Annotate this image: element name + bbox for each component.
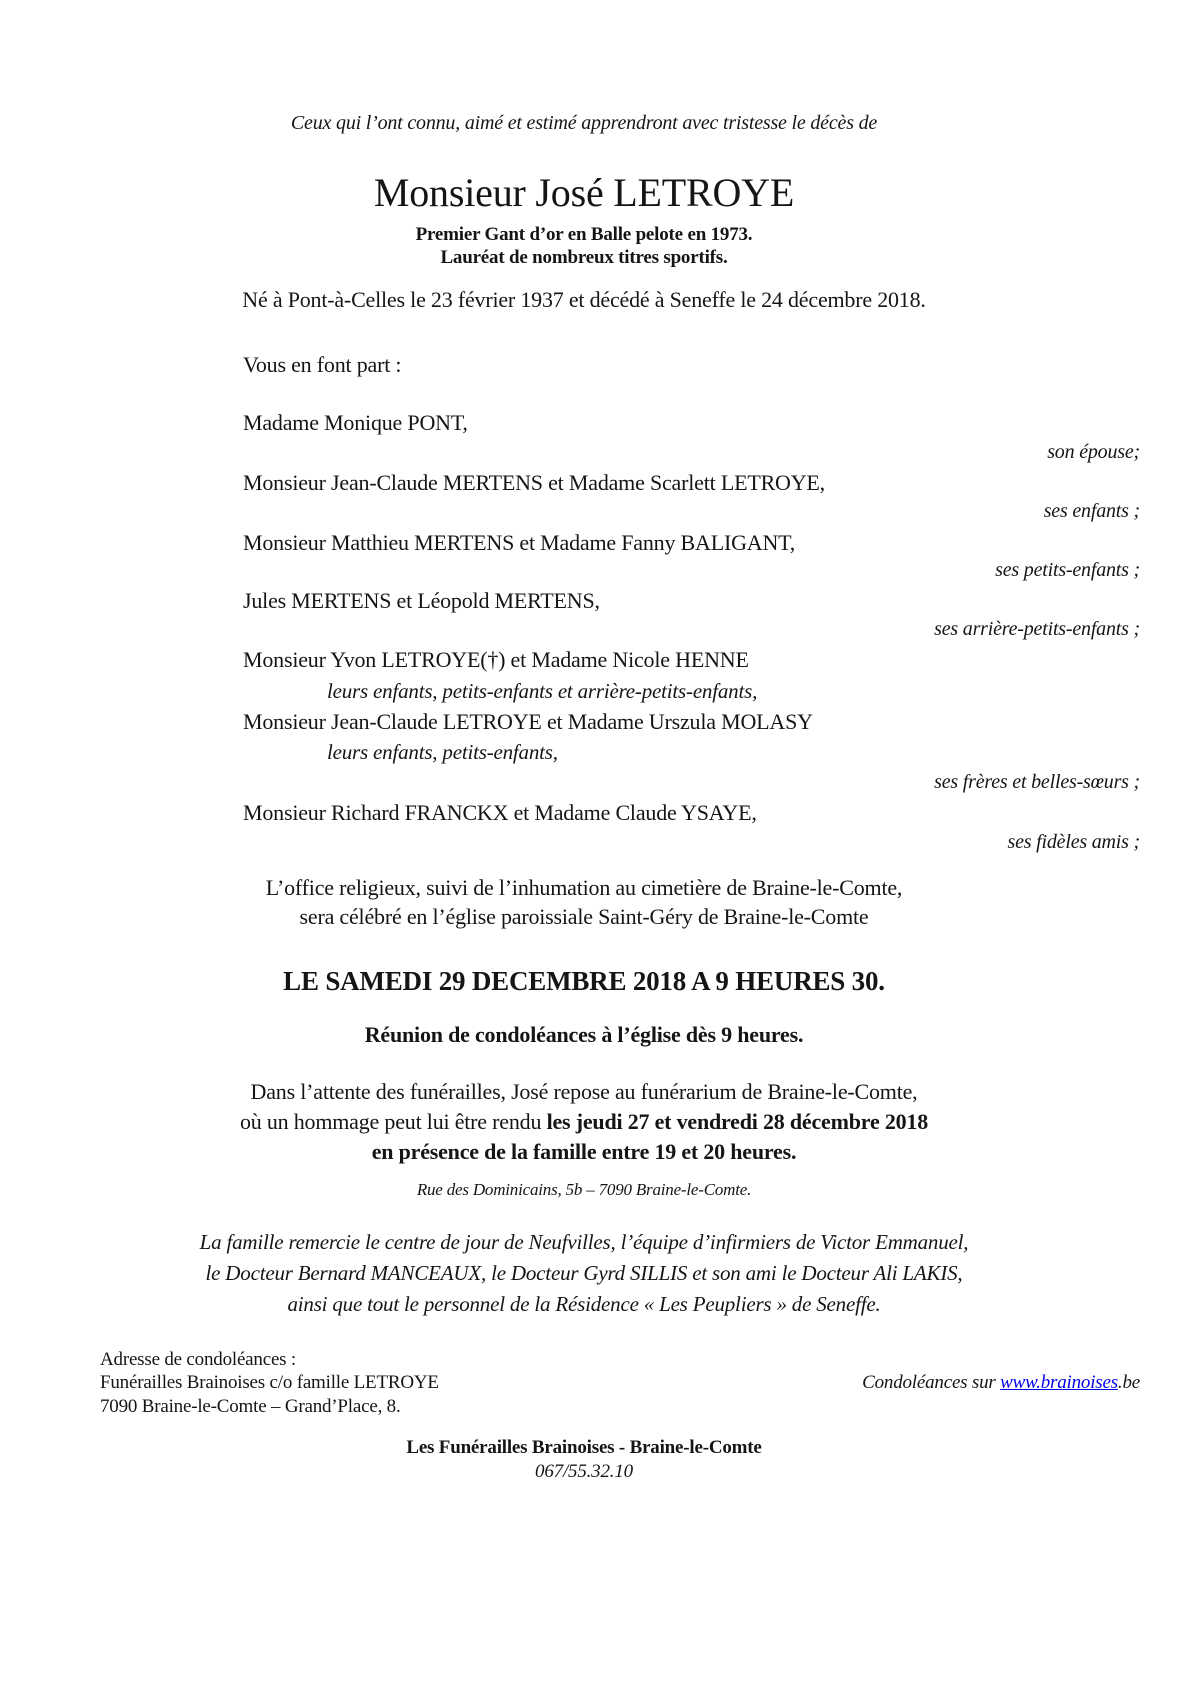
children-names: Monsieur Jean-Claude MERTENS et Madame Scarlett LETROYE, bbox=[243, 470, 825, 495]
online-condolences-prefix: Condoléances sur bbox=[862, 1372, 1001, 1393]
brother1-names: Monsieur Yvon LETROYE(†) et Madame Nicole HENNE bbox=[243, 647, 749, 672]
thanks-line-2: le Docteur Bernard MANCEAUX, le Docteur Gyrd SILLIS et son ami le Docteur Ali LAKIS, bbox=[205, 1261, 963, 1285]
friends-relation: ses fidèles amis ; bbox=[1007, 831, 1140, 853]
thanks-line-3: ainsi que tout le personnel de la Résidence « Les Peupliers » de Seneffe. bbox=[287, 1292, 881, 1316]
online-condolences-suffix: .be bbox=[1117, 1372, 1140, 1393]
condolence-meeting-line: Réunion de condoléances à l’église dès 9 heures. bbox=[364, 1022, 804, 1047]
online-condolences-line bbox=[0, 1372, 1168, 1394]
religious-office-line-2: sera célébré en l’église paroissiale Saint-Géry de Braine-le-Comte bbox=[299, 904, 869, 929]
funeral-home-phone: 067/55.32.10 bbox=[535, 1461, 633, 1482]
condolence-address-line-1: Funérailles Brainoises c/o famille LETROYE bbox=[100, 1372, 439, 1393]
grandchildren-relation: ses petits-enfants ; bbox=[995, 559, 1140, 581]
repose-line-2-normal: où un hommage peut lui être rendu bbox=[239, 1109, 547, 1134]
funeral-home-name: Les Funérailles Brainoises - Braine-le-Comte bbox=[406, 1437, 762, 1458]
honor-line-2: Lauréat de nombreux titres sportifs. bbox=[440, 247, 728, 268]
repose-line-3: en présence de la famille entre 19 et 20 heures. bbox=[371, 1139, 797, 1164]
great-grandchildren-names: Jules MERTENS et Léopold MERTENS, bbox=[243, 588, 600, 613]
thanks-line-1: La famille remercie le centre de jour de Neufvilles, l’équipe d’infirmiers de Victor Emmanuel, bbox=[199, 1230, 969, 1254]
brother2-descendants-note: leurs enfants, petits-enfants, bbox=[327, 740, 558, 764]
intro-line: Ceux qui l’ont connu, aimé et estimé apprendront avec tristesse le décès de bbox=[290, 112, 878, 134]
honor-line-1: Premier Gant d’or en Balle pelote en 1973. bbox=[415, 224, 753, 245]
great-grandchildren-relation: ses arrière-petits-enfants ; bbox=[934, 618, 1140, 640]
repose-line-2-bold: les jeudi 27 et vendredi 28 décembre 2018 bbox=[546, 1109, 929, 1134]
brothers-relation: ses frères et belles-sœurs ; bbox=[934, 771, 1140, 793]
condolence-address-line-2: 7090 Braine-le-Comte – Grand’Place, 8. bbox=[100, 1396, 401, 1417]
condolence-address-label: Adresse de condoléances : bbox=[100, 1349, 297, 1370]
ceremony-date-heading: LE SAMEDI 29 DECEMBRE 2018 A 9 HEURES 30. bbox=[283, 966, 885, 996]
repose-line-2 bbox=[0, 1109, 1168, 1134]
friends-names: Monsieur Richard FRANCKX et Madame Claude YSAYE, bbox=[243, 800, 757, 825]
deceased-name: Monsieur José LETROYE bbox=[373, 170, 795, 215]
brainoises-link[interactable]: www.brainoises bbox=[1000, 1372, 1118, 1393]
announce-label: Vous en font part : bbox=[243, 352, 402, 377]
children-relation: ses enfants ; bbox=[1043, 500, 1140, 522]
brother2-names: Monsieur Jean-Claude LETROYE et Madame Urszula MOLASY bbox=[243, 709, 813, 734]
spouse-name: Madame Monique PONT, bbox=[243, 410, 468, 435]
religious-office-line-1: L’office religieux, suivi de l’inhumation au cimetière de Braine-le-Comte, bbox=[265, 875, 903, 900]
grandchildren-names: Monsieur Matthieu MERTENS et Madame Fanny BALIGANT, bbox=[243, 530, 796, 555]
brother1-descendants-note: leurs enfants, petits-enfants et arrière-petits-enfants, bbox=[327, 679, 758, 703]
spouse-relation: son épouse; bbox=[1047, 441, 1140, 463]
repose-line-1: Dans l’attente des funérailles, José repose au funérarium de Braine-le-Comte, bbox=[250, 1079, 918, 1104]
funerarium-address: Rue des Dominicains, 5b – 7090 Braine-le-Comte. bbox=[416, 1180, 752, 1199]
life-dates: Né à Pont-à-Celles le 23 février 1937 et décédé à Seneffe le 24 décembre 2018. bbox=[242, 287, 926, 312]
